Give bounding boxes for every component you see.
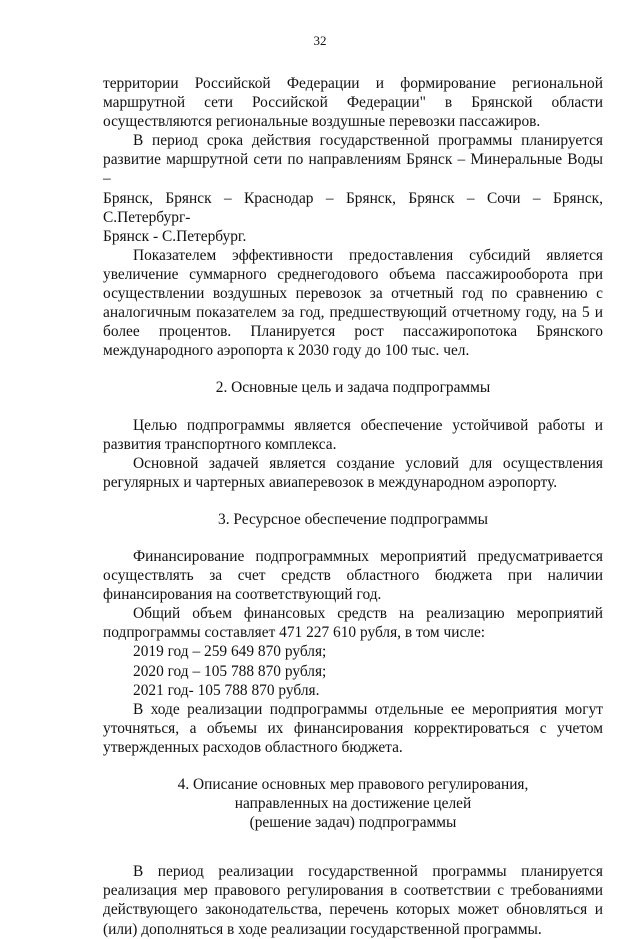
heading-line: (решение задач) подпрограммы [249, 814, 457, 832]
text-line: международного аэропорта к 2030 году до 100 тыс. чел. [103, 342, 470, 360]
text-line: Целью подпрограммы является обеспечение устойчивой работы и [133, 416, 603, 434]
text-line: развития транспортного комплекса. [103, 435, 337, 453]
total-volume-paragraph [103, 604, 603, 642]
year-amount-item: 2019 год – 259 649 870 рубля; [133, 643, 327, 661]
text-line: уточняться, а объемы их финансирования корректироваться с учетом [103, 719, 603, 737]
year-amount-item: 2020 год – 105 788 870 рубля; [133, 662, 327, 680]
text-line: В период срока действия государственной программы планируется [133, 132, 603, 150]
text-line: Основной задачей является создание условий для осуществления [133, 454, 603, 472]
route-network-paragraph [103, 131, 603, 246]
text-line: В период реализации государственной программы планируется [133, 863, 603, 881]
intro-paragraph [103, 74, 603, 131]
page-number: 32 [313, 33, 327, 48]
text-line: Показателем эффективности предоставления субсидий является [133, 246, 603, 264]
text-line: Брянск, Брянск – Краснодар – Брянск, Брянск – Сочи – Брянск, С.Петербург- [103, 189, 603, 226]
legal-regulation-paragraph [103, 862, 603, 938]
heading-line: направленных на достижение целей [234, 795, 472, 813]
goal-paragraph [103, 416, 603, 454]
adjustment-paragraph [103, 700, 603, 757]
text-line: (или) дополняться в ходе реализации государственной программы. [103, 920, 542, 938]
yearly-amounts-list [103, 642, 603, 699]
section-3-heading: 3. Ресурсное обеспечение подпрограммы [218, 510, 488, 528]
text-line: Финансирование подпрограммных мероприятий предусматривается [133, 547, 603, 565]
text-line: действующего законодательства, перечень которых может обновляться и [103, 901, 603, 919]
section-4-heading [103, 775, 603, 832]
text-line: увеличение суммарного среднегодового объема пассажирооборота при [103, 265, 603, 283]
financing-paragraph [103, 547, 603, 604]
efficiency-paragraph [103, 246, 603, 361]
text-line: маршрутной сети Российской Федерации" в Брянской области [103, 94, 603, 112]
heading-line: 4. Описание основных мер правового регулирования, [177, 776, 529, 793]
text-line: осуществлять за счет средств областного бюджета при наличии [103, 567, 603, 585]
text-line: аналогичным показателем за год, предшествующий отчетному году, на 5 и [103, 304, 603, 322]
section-2-heading: 2. Основные цель и задача подпрограммы [215, 379, 491, 397]
text-line: осуществляются региональные воздушные перевозки пассажиров. [103, 113, 541, 131]
text-line: подпрограммы составляет 471 227 610 рубля, в том числе: [103, 624, 486, 642]
text-line: реализация мер правового регулирования в соответствии с требованиями [103, 882, 603, 900]
document-body [103, 74, 603, 939]
text-line: осуществлении воздушных перевозок за отчетный год по сравнению с [103, 285, 603, 303]
text-line: развитие маршрутной сети по направлениям Брянск – Минеральные Воды – [103, 151, 603, 188]
text-line: финансирования на соответствующий год. [103, 586, 382, 604]
text-line: утвержденных расходов областного бюджета. [103, 738, 403, 756]
text-line: территории Российской Федерации и формирование региональной [103, 75, 603, 92]
text-line: Общий объем финансовых средств на реализацию мероприятий [133, 605, 603, 623]
text-line: более процентов. Планируется рост пассажиропотока Брянского [103, 323, 603, 341]
text-line: В ходе реализации подпрограммы отдельные ее мероприятия могут [133, 700, 603, 718]
text-line: регулярных и чартерных авиаперевозок в международном аэропорту. [103, 473, 558, 491]
text-line: Брянск - С.Петербург. [103, 227, 247, 245]
task-paragraph [103, 454, 603, 492]
year-amount-item: 2021 год- 105 788 870 рубля. [133, 681, 320, 699]
